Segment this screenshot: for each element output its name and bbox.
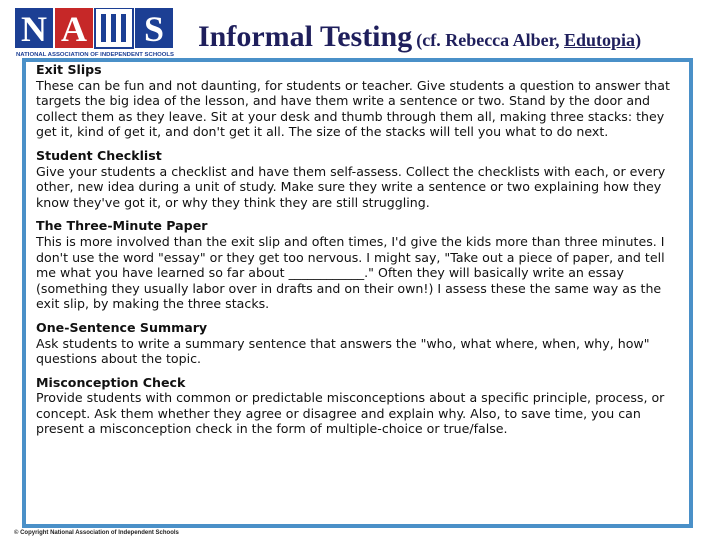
title-citation: cf. Rebecca Alber, <box>422 30 565 50</box>
nais-logo <box>15 8 183 58</box>
page-title <box>198 20 641 54</box>
section-body: This is more involved than the exit slip and often times, I'd give the kids more than three minutes. I don't use the word "essay" or they get too nervous. I might say, "Take out a piece of paper, and tell me what you have learned so far about ____________." Often they will basically write an essay (something they usually labor over in drafts and on their own!) I assess these the same way as the exit slip, by making the three stacks. <box>36 233 665 312</box>
section-heading: Student Checklist <box>36 147 162 163</box>
svg-text:N: N <box>21 9 47 49</box>
section-heading: Exit Slips <box>36 62 102 77</box>
section-student-checklist <box>36 148 686 210</box>
section-body: Ask students to write a summary sentence that answers the "who, what where, when, why, how" questions about the topic. <box>36 335 650 367</box>
section-body: Provide students with common or predictable misconceptions about a specific principle, process, or concept. Ask them whether they agree or disagree and explain why. Also, to save time, you can present a misconception check in the form of multiple-choice or true/false. <box>36 390 665 437</box>
copyright-footer: © Copyright National Association of Independent Schools <box>14 530 179 536</box>
svg-text:S: S <box>143 9 165 49</box>
section-misconception-check <box>36 375 686 437</box>
section-heading: The Three-Minute Paper <box>36 218 208 234</box>
logo-caption: NATIONAL ASSOCIATION OF INDEPENDENT SCHOOLS <box>16 52 175 58</box>
section-one-sentence-summary <box>36 320 686 367</box>
section-exit-slips <box>36 62 686 140</box>
title-main: Informal Testing <box>198 20 413 53</box>
content-area <box>36 62 686 445</box>
section-heading: Misconception Check <box>36 374 186 390</box>
edutopia-link[interactable]: Edutopia <box>564 30 636 50</box>
title-paren-close: ) <box>635 30 642 50</box>
svg-text:A: A <box>61 9 87 49</box>
section-body: These can be fun and not daunting, for students or teacher. Give students a question to answer that targets the big idea of the lesson, and have them write a sentence or two. Stand by the door and collect them as they leave. Sit at your desk and thumb through them all, making three stacks: they get it, kind of get it, and don't get it all. The size of the stacks will tell you what to do next. <box>36 77 670 140</box>
section-three-minute-paper <box>36 218 686 312</box>
section-body: Give your students a checklist and have them self-assess. Collect the checklists with each, or every other, new idea during a unit of study. Make sure they write a sentence or two explaining how they know they've got it, or why they think they are still struggling. <box>36 163 666 210</box>
section-heading: One-Sentence Summary <box>36 319 208 335</box>
title-paren-open: ( <box>416 30 423 50</box>
